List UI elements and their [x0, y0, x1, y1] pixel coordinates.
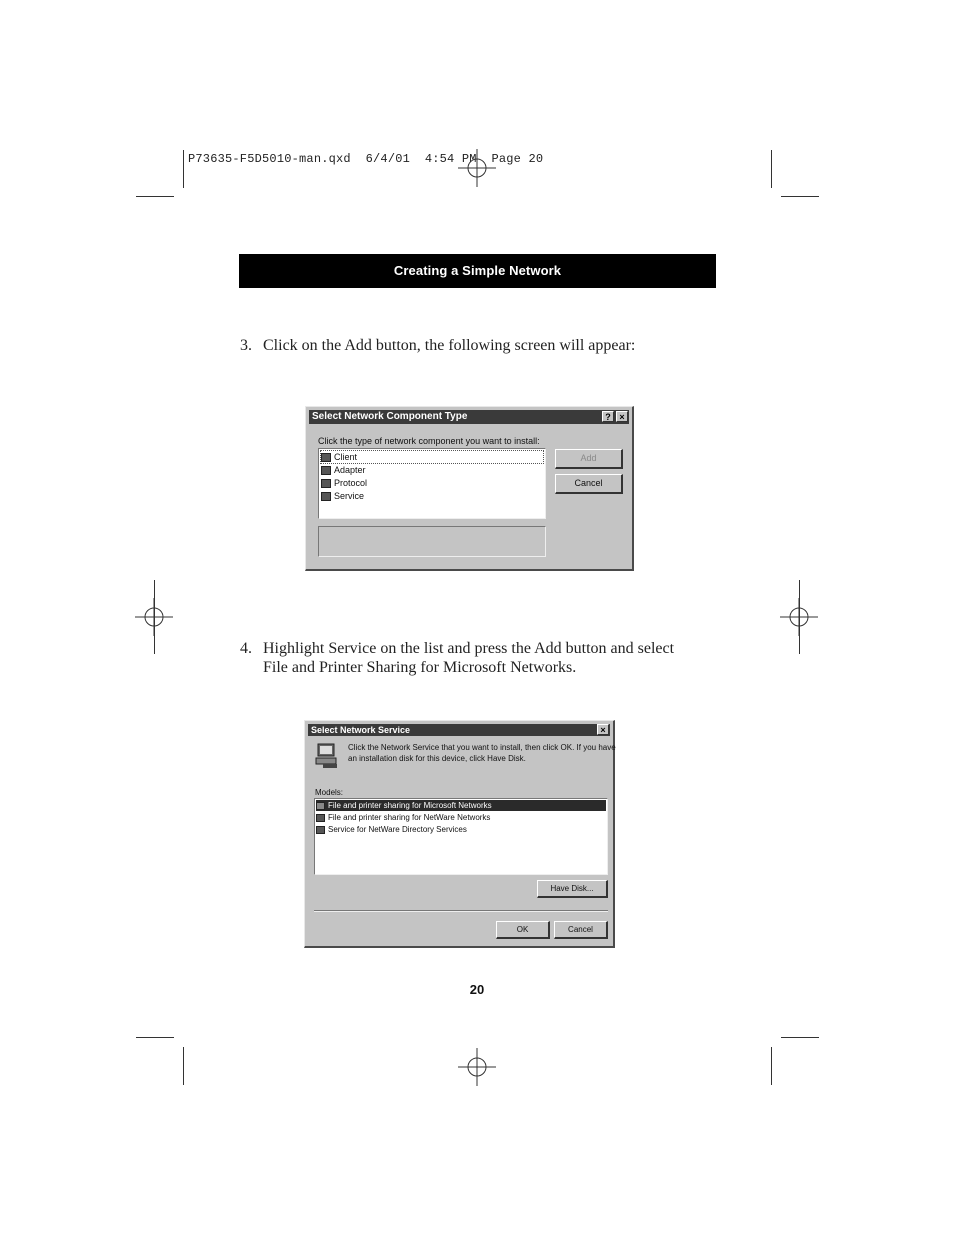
list-item-protocol[interactable]: Protocol — [321, 477, 367, 489]
have-disk-button[interactable]: Have Disk... — [537, 880, 608, 898]
dialog-title: Select Network Service — [311, 725, 411, 735]
service-icon — [321, 492, 331, 501]
dialog-title-bar — [309, 410, 629, 424]
service-icon — [316, 814, 325, 822]
model-item-netware-directory-services[interactable]: Service for NetWare Directory Services — [316, 824, 467, 835]
close-icon[interactable]: × — [597, 724, 609, 735]
section-header: Creating a Simple Network — [239, 254, 716, 288]
step-text: File and Printer Sharing for Microsoft Networks. — [263, 659, 577, 676]
model-item-ms-file-printer-sharing[interactable]: File and printer sharing for Microsoft Networks — [316, 800, 606, 811]
crop-mark — [183, 150, 184, 188]
crop-mark — [781, 196, 819, 197]
select-network-service-dialog — [304, 720, 615, 948]
adapter-icon — [321, 466, 331, 475]
service-instructions-line-1: Click the Network Service that you want to install, then click OK. If you have — [348, 743, 616, 752]
dialog-title: Select Network Component Type — [312, 411, 468, 422]
help-icon[interactable]: ? — [602, 411, 614, 422]
ok-button[interactable]: OK — [496, 921, 550, 939]
models-label: Models: — [315, 788, 344, 797]
print-slug: P73635-F5D5010-man.qxd 6/4/01 4:54 PM Page 20 — [188, 152, 544, 166]
protocol-icon — [321, 479, 331, 488]
registration-mark-icon — [458, 149, 496, 187]
cancel-button[interactable]: Cancel — [554, 921, 608, 939]
network-service-icon — [315, 743, 339, 769]
description-box — [318, 526, 546, 557]
dialog-title-bar — [308, 724, 610, 736]
component-list[interactable] — [318, 448, 546, 519]
crop-mark — [781, 1037, 819, 1038]
component-prompt: Click the type of network component you want to install: — [318, 436, 540, 446]
crop-mark — [799, 580, 800, 654]
select-network-component-type-dialog — [305, 406, 634, 571]
crop-mark — [136, 196, 174, 197]
step-3 — [240, 336, 720, 356]
step-number: 3. — [240, 337, 252, 354]
registration-mark-icon — [458, 1048, 496, 1086]
crop-mark — [183, 1047, 184, 1085]
list-item-adapter[interactable]: Adapter — [321, 464, 366, 476]
crop-mark — [771, 1047, 772, 1085]
step-text: Highlight Service on the list and press the Add button and select — [263, 640, 675, 657]
crop-mark — [771, 150, 772, 188]
add-button[interactable]: Add — [555, 449, 623, 469]
list-item-client[interactable]: Client — [321, 451, 543, 463]
step-text: Click on the Add button, the following screen will appear: — [263, 337, 636, 354]
service-icon — [316, 826, 325, 834]
model-item-netware-file-printer-sharing[interactable]: File and printer sharing for NetWare Networks — [316, 812, 490, 823]
page-number: 20 — [469, 982, 485, 997]
step-number: 4. — [240, 640, 252, 657]
service-icon — [316, 802, 325, 810]
step-4 — [240, 639, 720, 679]
close-icon[interactable]: × — [616, 411, 628, 422]
list-item-service[interactable]: Service — [321, 490, 364, 502]
models-list[interactable] — [314, 798, 608, 875]
service-instructions-line-2: an installation disk for this device, click Have Disk. — [348, 754, 526, 763]
separator — [314, 910, 608, 912]
client-icon — [321, 453, 331, 462]
crop-mark — [136, 1037, 174, 1038]
cancel-button[interactable]: Cancel — [555, 474, 623, 494]
crop-mark — [154, 580, 155, 654]
